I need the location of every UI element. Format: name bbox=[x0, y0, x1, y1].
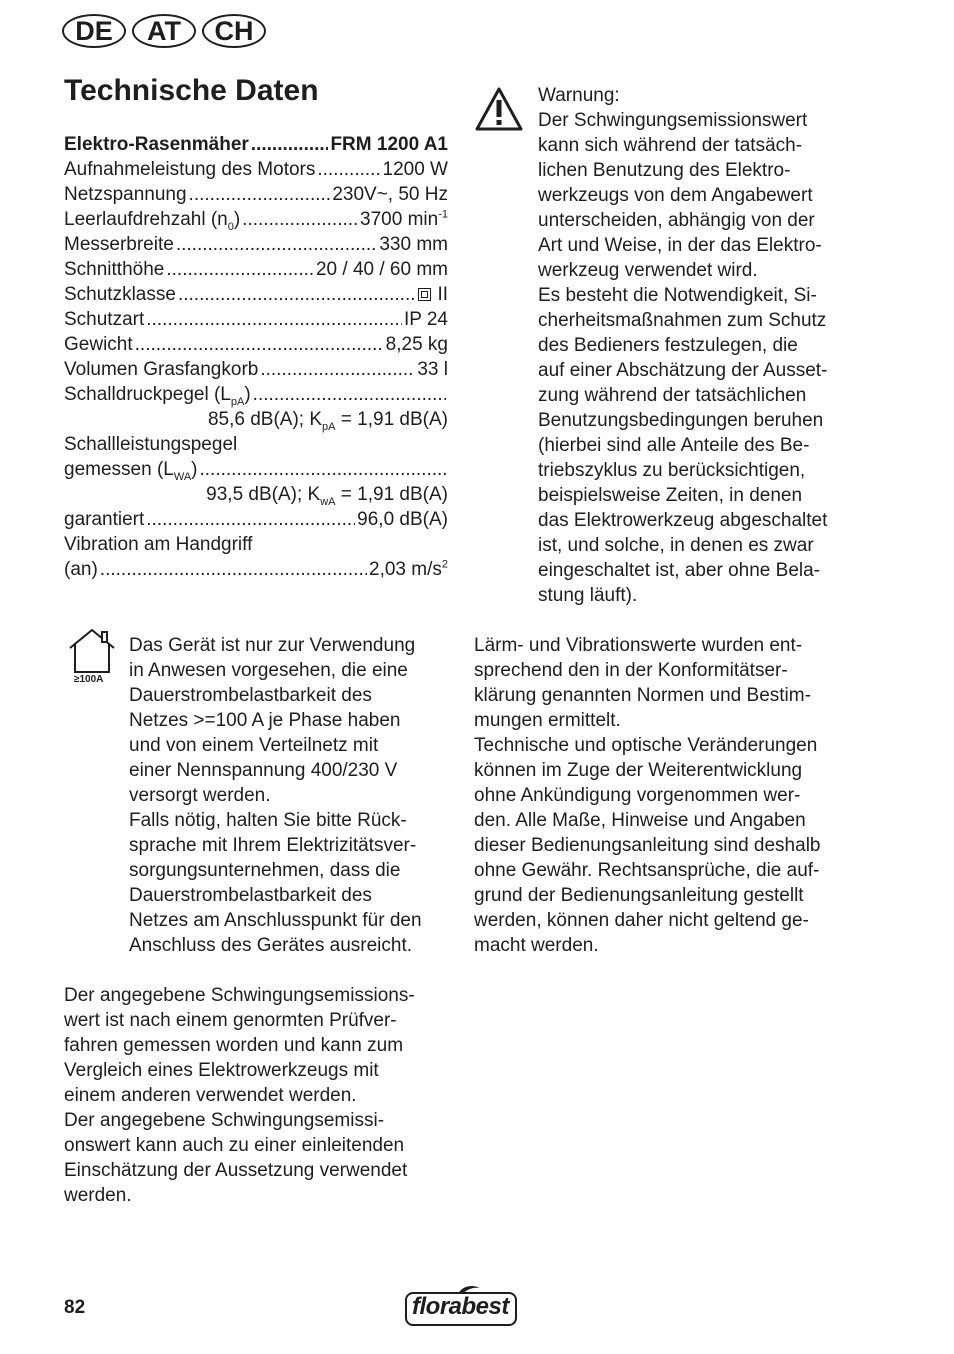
spec-row-model bbox=[64, 132, 448, 157]
spec-value: 330 mm bbox=[379, 234, 448, 255]
spec-value: IP 24 bbox=[403, 309, 448, 330]
spec-value: 1200 W bbox=[382, 159, 448, 180]
spec-label: Schnitthöhe bbox=[64, 259, 165, 280]
house-note bbox=[129, 633, 449, 958]
house-icon-caption: ≥100A bbox=[74, 674, 104, 685]
spec-label: Messerbreite bbox=[64, 234, 174, 255]
spec-row-ip-rating bbox=[64, 307, 448, 332]
spec-row-bag-volume bbox=[64, 357, 448, 382]
warning-line: cherheitsmaßnahmen zum Schutz bbox=[538, 310, 827, 331]
spec-row-sound-power-measured bbox=[64, 457, 448, 482]
spec-value: 3700 $\min^{-1}$ bbox=[360, 208, 448, 230]
norms-line: Lärm- und Vibrationswerte wurden ent- bbox=[474, 635, 803, 656]
spec-label: garantiert bbox=[64, 509, 145, 530]
country-badge-de: DE bbox=[62, 14, 126, 48]
country-badge-ch: CH bbox=[202, 14, 266, 48]
norms-paragraph bbox=[474, 633, 874, 958]
emission-paragraph bbox=[64, 983, 454, 1208]
warning-line: ist, und solche, in denen es zwar bbox=[538, 535, 814, 556]
spec-label: Volumen Grasfangkorb bbox=[64, 359, 259, 380]
warning-line: Warnung: bbox=[538, 85, 620, 106]
country-badge-at: AT bbox=[132, 14, 196, 48]
spec-label: (an) bbox=[64, 559, 98, 580]
spec-row-cut-height bbox=[64, 257, 448, 282]
emission-line: Der angegebene Schwingungsemissi- bbox=[64, 1110, 385, 1131]
house-note-line: Dauerstrombelastbarkeit des bbox=[129, 685, 372, 706]
spec-value: 96,0 dB(A) bbox=[357, 509, 448, 530]
spec-value: 230V~, 50 Hz bbox=[332, 184, 448, 205]
warning-note bbox=[538, 83, 858, 608]
warning-line: werkzeugs von dem Angabewert bbox=[538, 185, 813, 206]
warning-line: lichen Benutzung des Elektro- bbox=[538, 160, 791, 181]
spec-value: 20 / 40 / 60 mm bbox=[315, 259, 448, 280]
country-badges bbox=[62, 14, 266, 48]
spec-label: Schutzart bbox=[64, 309, 145, 330]
spec-value: II bbox=[418, 282, 448, 307]
norms-line: können im Zuge der Weiterentwicklung bbox=[474, 760, 803, 781]
emission-line: einem anderen verwendet werden. bbox=[64, 1085, 357, 1106]
norms-line: werden, können daher nicht geltend ge- bbox=[474, 910, 809, 931]
spec-row-weight bbox=[64, 332, 448, 357]
spec-table bbox=[64, 132, 448, 582]
house-note-line: sprache mit Ihrem Elektrizitätsver- bbox=[129, 835, 417, 856]
house-note-line: sorgungsunternehmen, dass die bbox=[129, 860, 401, 881]
house-icon bbox=[66, 626, 118, 676]
spec-row-idle-speed bbox=[64, 207, 448, 232]
warning-line: das Elektrowerkzeug abgeschaltet bbox=[538, 510, 828, 531]
emission-line: Vergleich eines Elektrowerkzeugs mit bbox=[64, 1060, 379, 1081]
warning-line: des Bedieners festzulegen, die bbox=[538, 335, 798, 356]
emission-line: onswert kann auch zu einer einleitenden bbox=[64, 1135, 405, 1156]
emission-line: Der angegebene Schwingungsemissions- bbox=[64, 985, 415, 1006]
emission-line: fahren gemessen worden und kann zum bbox=[64, 1035, 404, 1056]
spec-heading-vibration: Vibration am Handgriff bbox=[64, 534, 253, 555]
spec-row-protection-class bbox=[64, 282, 448, 307]
protection-class-ii-icon bbox=[418, 288, 431, 301]
warning-line: Es besteht die Notwendigkeit, Si- bbox=[538, 285, 817, 306]
warning-line: unterscheiden, abhängig von der bbox=[538, 210, 815, 231]
house-note-line: Netzes >=100 A je Phase haben bbox=[129, 710, 401, 731]
warning-triangle-icon bbox=[474, 86, 524, 132]
spec-value: 2,03 $m/s^2$ bbox=[369, 558, 448, 580]
house-note-line: Dauerstrombelastbarkeit des bbox=[129, 885, 372, 906]
spec-row-power bbox=[64, 157, 448, 182]
house-note-line: einer Nennspannung 400/230 V bbox=[129, 760, 398, 781]
norms-line: grund der Bedienungsanleitung gestellt bbox=[474, 885, 804, 906]
spec-heading-sound-power: Schallleistungspegel bbox=[64, 434, 238, 455]
emission-line: wert ist nach einem genormten Prüfver- bbox=[64, 1010, 397, 1031]
emission-line: Einschätzung der Aussetzung verwendet bbox=[64, 1160, 408, 1181]
norms-line: macht werden. bbox=[474, 935, 599, 956]
spec-label: Schalldruckpegel $(L_{pA})$ bbox=[64, 384, 251, 408]
spec-row-sound-power-guaranteed bbox=[64, 507, 448, 532]
house-note-line: versorgt werden. bbox=[129, 785, 271, 806]
spec-label: Schutzklasse bbox=[64, 284, 176, 305]
warning-line: eingeschaltet ist, aber ohne Bela- bbox=[538, 560, 821, 581]
warning-line: zung während der tatsächlichen bbox=[538, 385, 807, 406]
norms-line: ohne Gewähr. Rechtsansprüche, die auf- bbox=[474, 860, 820, 881]
spec-value: 8,25 kg bbox=[385, 334, 448, 355]
warning-line: beispielsweise Zeiten, in denen bbox=[538, 485, 803, 506]
spec-row-sound-pressure bbox=[64, 382, 448, 407]
spec-value-sound-power-measured: 93,5 dB(A); $K_{wA} = 1,91$ dB(A) bbox=[206, 484, 448, 508]
spec-label: Leerlaufdrehzahl $(n_0)$ bbox=[64, 209, 241, 233]
house-note-line: und von einem Verteilnetz mit bbox=[129, 735, 379, 756]
emission-line: werden. bbox=[64, 1185, 132, 1206]
spec-value: FRM 1200 A1 bbox=[330, 134, 448, 155]
florabest-logo-text: florabest bbox=[412, 1293, 509, 1320]
spec-label: Aufnahmeleistung des Motors bbox=[64, 159, 316, 180]
house-note-line: in Anwesen vorgesehen, die eine bbox=[129, 660, 408, 681]
spec-label: gemessen $(L_{WA})$ bbox=[64, 459, 198, 483]
warning-line: auf einer Abschätzung der Ausset- bbox=[538, 360, 828, 381]
house-note-line: Falls nötig, halten Sie bitte Rück- bbox=[129, 810, 407, 831]
norms-line: sprechend den in der Konformitätser- bbox=[474, 660, 788, 681]
norms-line: klärung genannten Normen und Bestim- bbox=[474, 685, 811, 706]
warning-line: kann sich während der tatsäch- bbox=[538, 135, 803, 156]
spec-label: Gewicht bbox=[64, 334, 133, 355]
spec-value-sound-pressure: 85,6 dB(A); $K_{pA} = 1,91$ dB(A) bbox=[207, 409, 448, 433]
house-note-line: Netzes am Anschlusspunkt für den bbox=[129, 910, 422, 931]
spec-value: 33 l bbox=[417, 359, 448, 380]
spec-label: Elektro-Rasenmäher bbox=[64, 134, 249, 155]
norms-line: ohne Ankündigung vorgenommen wer- bbox=[474, 785, 801, 806]
warning-line: (hierbei sind alle Anteile des Be- bbox=[538, 435, 810, 456]
warning-line: Benutzungsbedingungen beruhen bbox=[538, 410, 824, 431]
norms-line: mungen ermittelt. bbox=[474, 710, 621, 731]
spec-row-vibration bbox=[64, 557, 448, 582]
house-note-line: Anschluss des Gerätes ausreicht. bbox=[129, 935, 413, 956]
warning-line: Art und Weise, in der das Elektro- bbox=[538, 235, 822, 256]
page-title: Technische Daten bbox=[64, 74, 319, 107]
spec-row-voltage bbox=[64, 182, 448, 207]
warning-line: triebszyklus zu berücksichtigen, bbox=[538, 460, 806, 481]
warning-line: werkzeug verwendet wird. bbox=[538, 260, 758, 281]
warning-line: Der Schwingungsemissionswert bbox=[538, 110, 808, 131]
spec-label: Netzspannung bbox=[64, 184, 187, 205]
house-note-line: Das Gerät ist nur zur Verwendung bbox=[129, 635, 416, 656]
spec-row-blade-width bbox=[64, 232, 448, 257]
warning-line: stung läuft). bbox=[538, 585, 638, 606]
norms-line: Technische und optische Veränderungen bbox=[474, 735, 818, 756]
norms-line: dieser Bedienungsanleitung sind deshalb bbox=[474, 835, 821, 856]
norms-line: den. Alle Maße, Hinweise und Angaben bbox=[474, 810, 806, 831]
page-number: 82 bbox=[64, 1297, 86, 1318]
